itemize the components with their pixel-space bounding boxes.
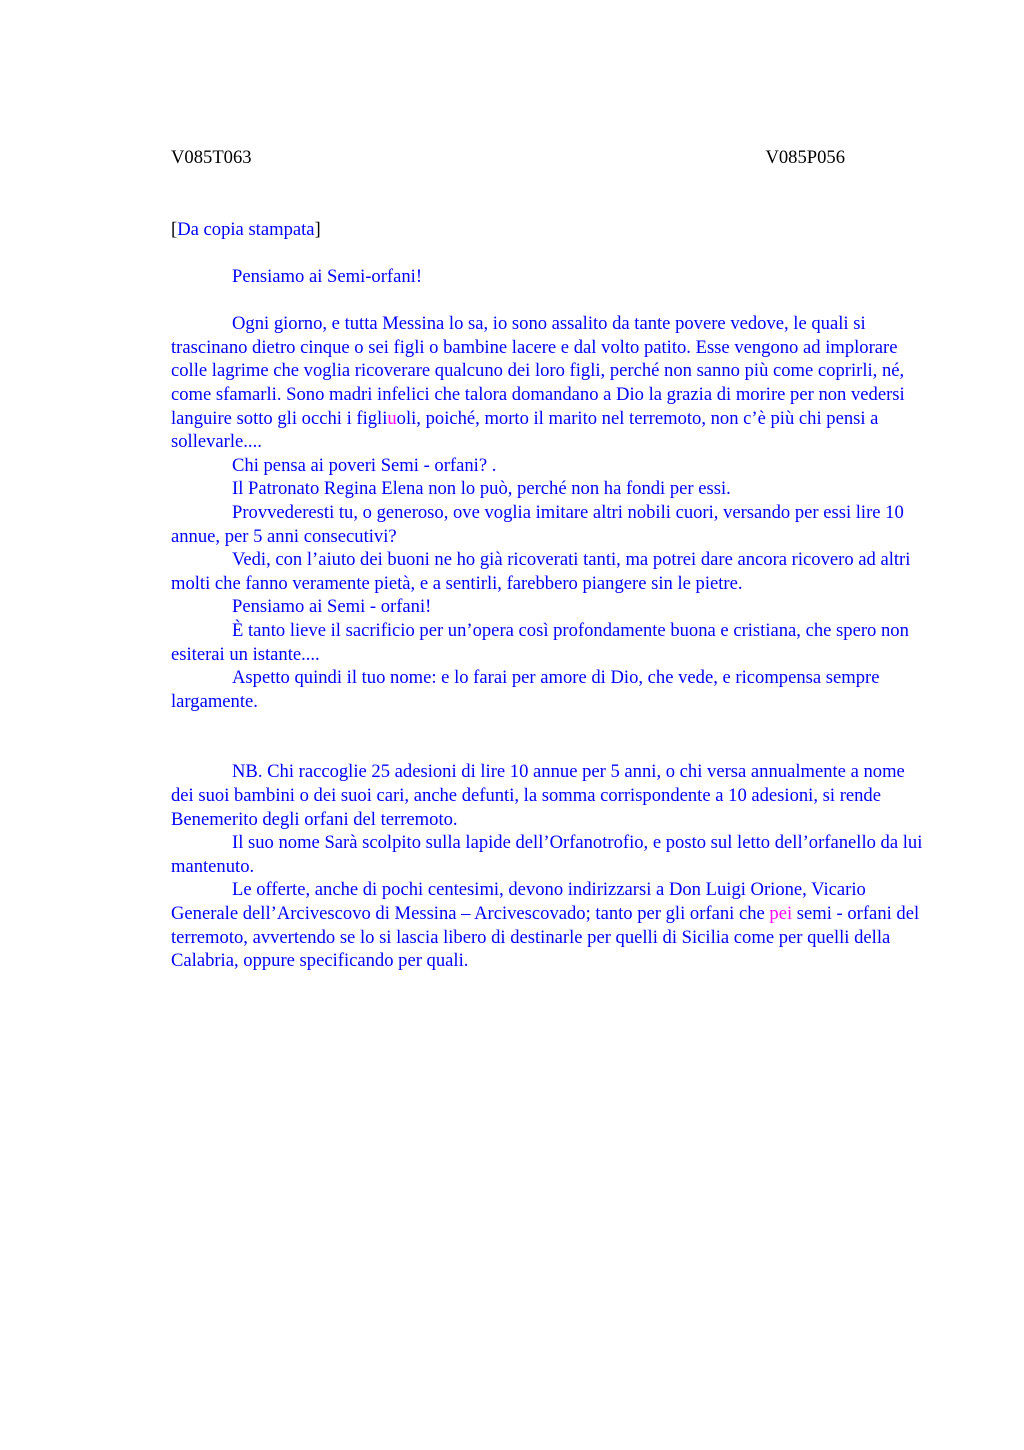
- note-3: [171, 878, 928, 972]
- source-note-open-bracket: [: [171, 219, 178, 240]
- paragraph-3: Il Patronato Regina Elena non lo può, perché non ha fondi per essi.: [232, 478, 731, 500]
- paragraph-1-text-b: oli, poiché, morto il marito nel terremoto, non c’è più chi pensi a sollevarle....: [171, 407, 879, 453]
- header-left-code: V085T063: [171, 147, 252, 168]
- paragraph-6: Pensiamo ai Semi - orfani!: [232, 596, 432, 618]
- paragraph-2: Chi pensa ai poveri Semi - orfani? .: [232, 454, 497, 476]
- document-body: [171, 265, 928, 973]
- document-title: Pensiamo ai Semi-orfani!: [232, 266, 423, 287]
- note-1: NB. Chi raccoglie 25 adesioni di lire 10 annue per 5 anni, o chi versa annualmente a nome dei suoi bambini o dei suoi cari, anche defunti, la somma corrispondente a 10 adesioni, si rende Benemerito degli orfani del terremoto.: [171, 761, 905, 830]
- paragraph-1: [171, 312, 928, 454]
- paragraph-4: Provvederesti tu, o generoso, ove voglia imitare altri nobili cuori, versando per essi lire 10 annue, per 5 anni consecutivi?: [171, 501, 904, 547]
- header-right-code: V085P056: [765, 147, 845, 168]
- paragraph-7: È tanto lieve il sacrificio per un’opera così profondamente buona e cristiana, che spero non esiterai un istante....: [171, 619, 909, 665]
- spacer: [171, 289, 928, 313]
- note-3-text-b: semi - orfani del terremoto, avvertendo se lo si lascia libero di destinarle per quelli di Sicilia come per quelli della Calabria, oppure specificando per quali.: [171, 903, 920, 972]
- note-2: Il suo nome Sarà scolpito sulla lapide dell’Orfanotrofio, e posto sul letto dell’orfanello da lui mantenuto.: [171, 832, 923, 877]
- note-3-highlight: pei: [769, 903, 793, 925]
- paragraph-5: Vedi, con l’aiuto dei buoni ne ho già ricoverati tanti, ma potrei dare ancora ricovero ad altri molti che fanno veramente pietà, e a sentirli, farebbero piangere sin le pietre.: [171, 549, 911, 594]
- paragraph-1-highlight: u: [387, 407, 397, 429]
- source-note: [171, 218, 321, 242]
- paragraph-1-text-a: Ogni giorno, e tutta Messina lo sa, io sono assalito da tante povere vedove, le quali si trascinano dietro cinque o sei figli o bambine lacere e dal volto patito. Esse vengono ad implorare colle lagrime che voglia ricoverare qualcuno dei loro figli, perché non sanno più come coprirli, né, come sfamarli. Sono madri infelici che talora domandano a Dio la grazia di morire per non vedersi languire sotto gli occhi i figli: [171, 313, 905, 429]
- spacer: [171, 713, 928, 760]
- source-note-close-bracket: ]: [314, 219, 321, 240]
- paragraph-8: Aspetto quindi il tuo nome: e lo farai per amore di Dio, che vede, e ricompensa sempre largamente.: [171, 667, 880, 712]
- source-note-text: Da copia stampata: [177, 219, 315, 240]
- note-3-text-a: Le offerte, anche di pochi centesimi, devono indirizzarsi a Don Luigi Orione, Vicario Generale dell’Arcivescovo di Messina – Arcivescovado; tanto per gli orfani che: [171, 879, 866, 925]
